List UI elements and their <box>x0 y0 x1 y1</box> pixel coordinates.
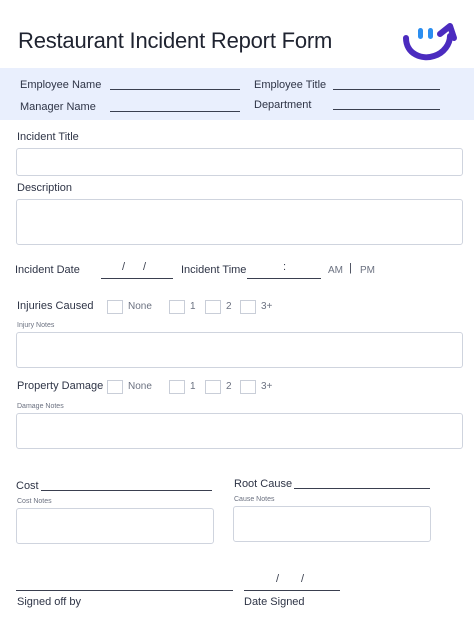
am-option[interactable]: AM <box>328 265 343 276</box>
manager-name-field[interactable] <box>110 111 240 112</box>
department-label: Department <box>254 99 312 111</box>
damage-3plus-checkbox[interactable] <box>240 380 256 394</box>
injuries-3plus-checkbox[interactable] <box>240 300 256 314</box>
damage-2-checkbox[interactable] <box>205 380 221 394</box>
date-separator: / <box>301 573 305 585</box>
page-title: Restaurant Incident Report Form <box>18 28 333 53</box>
signed-off-by-field[interactable] <box>16 590 233 591</box>
date-separator: / <box>143 261 147 273</box>
department-field[interactable] <box>333 109 440 110</box>
employee-title-label: Employee Title <box>254 79 327 91</box>
incident-date-field[interactable] <box>101 278 173 279</box>
employee-title-field[interactable] <box>333 89 440 90</box>
incident-time-label: Incident Time <box>181 264 247 276</box>
ampm-separator: | <box>349 262 352 274</box>
cause-notes-input[interactable] <box>233 506 431 542</box>
pm-option[interactable]: PM <box>360 265 375 276</box>
cost-notes-label: Cost Notes <box>17 498 52 505</box>
cause-notes-label: Cause Notes <box>234 496 275 503</box>
cost-field[interactable] <box>41 490 212 491</box>
root-cause-field[interactable] <box>294 488 430 489</box>
injuries-3plus-label: 3+ <box>261 301 273 312</box>
date-separator: / <box>276 573 280 585</box>
root-cause-label: Root Cause <box>234 478 293 490</box>
injuries-2-checkbox[interactable] <box>205 300 221 314</box>
injuries-caused-label: Injuries Caused <box>17 300 94 312</box>
signed-off-by-label: Signed off by <box>17 596 82 608</box>
damage-3plus-label: 3+ <box>261 381 273 392</box>
date-signed-label: Date Signed <box>244 596 305 608</box>
employee-name-label: Employee Name <box>20 79 102 91</box>
injury-notes-input[interactable] <box>16 332 463 368</box>
time-separator: : <box>283 261 287 273</box>
damage-1-checkbox[interactable] <box>169 380 185 394</box>
description-label: Description <box>17 182 73 194</box>
injuries-none-checkbox[interactable] <box>107 300 123 314</box>
incident-title-input[interactable] <box>16 148 463 176</box>
injuries-2-label: 2 <box>226 301 232 312</box>
damage-none-checkbox[interactable] <box>107 380 123 394</box>
property-damage-label: Property Damage <box>17 380 104 392</box>
injuries-none-label: None <box>128 301 152 312</box>
damage-none-label: None <box>128 381 152 392</box>
injury-notes-label: Injury Notes <box>17 322 55 329</box>
incident-time-field[interactable] <box>247 278 321 279</box>
description-input[interactable] <box>16 199 463 245</box>
cost-notes-input[interactable] <box>16 508 214 544</box>
date-signed-field[interactable] <box>244 590 340 591</box>
damage-2-label: 2 <box>226 381 232 392</box>
manager-name-label: Manager Name <box>20 101 96 113</box>
damage-notes-input[interactable] <box>16 413 463 449</box>
brand-logo-icon <box>400 20 458 64</box>
injuries-1-label: 1 <box>190 301 196 312</box>
damage-notes-label: Damage Notes <box>17 403 64 410</box>
injuries-1-checkbox[interactable] <box>169 300 185 314</box>
date-separator: / <box>122 261 126 273</box>
damage-1-label: 1 <box>190 381 196 392</box>
incident-title-label: Incident Title <box>17 131 79 143</box>
employee-name-field[interactable] <box>110 89 240 90</box>
incident-date-label: Incident Date <box>15 264 80 276</box>
cost-label: Cost <box>16 480 39 492</box>
